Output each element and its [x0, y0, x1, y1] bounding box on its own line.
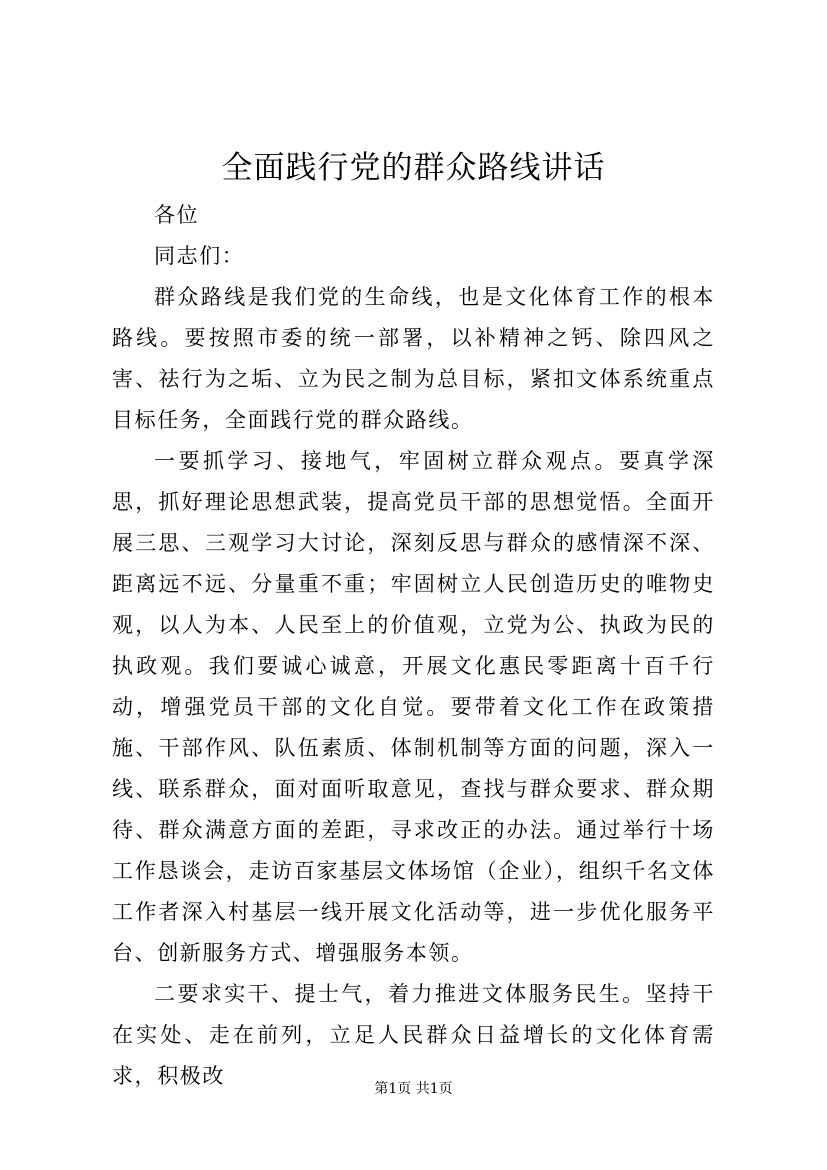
- paragraph-1: 群众路线是我们党的生命线，也是文化体育工作的根本路线。要按照市委的统一部署，以补精神之钙、除四风之害、祛行为之垢、立为民之制为总目标，紧扣文体系统重点目标任务，全面践行党的群众路线。: [112, 285, 715, 432]
- salutation-line-2: 同志们：: [154, 244, 245, 268]
- paragraph-3: 二要求实干、提士气，着力推进文体服务民生。坚持干在实处、走在前列，立足人民群众日益增长的文化体育需求，积极改: [112, 982, 715, 1088]
- paragraph-2: 一要抓学习、接地气，牢固树立群众观点。要真学深思，抓好理论思想武装，提高党员干部的思想觉悟。全面开展三思、三观学习大讨论，深刻反思与群众的感情深不深、距离远不远、分量重不重；牢固树立人民创造历史的唯物史观，以人为本、人民至上的价值观，立党为公、执政为民的执政观。我们要诚心诚意，开展文化惠民零距离十百千行动，增强党员干部的文化自觉。要带着文化工作在政策措施、干部作风、队伍素质、体制机制等方面的问题，深入一线、联系群众，面对面听取意见，查找与群众要求、群众期待、群众满意方面的差距，寻求改正的办法。通过举行十场工作恳谈会，走访百家基层文体场馆（企业），组织千名文体工作者深入村基层一线开展文化活动等，进一步优化服务平台、创新服务方式、增强服务本领。: [112, 449, 715, 965]
- document-body: [112, 195, 715, 1097]
- document-title: 全面践行党的群众路线讲话: [221, 150, 606, 186]
- page-footer: 第1页 共1页: [374, 1081, 453, 1097]
- salutation-line-1: 各位: [154, 203, 200, 227]
